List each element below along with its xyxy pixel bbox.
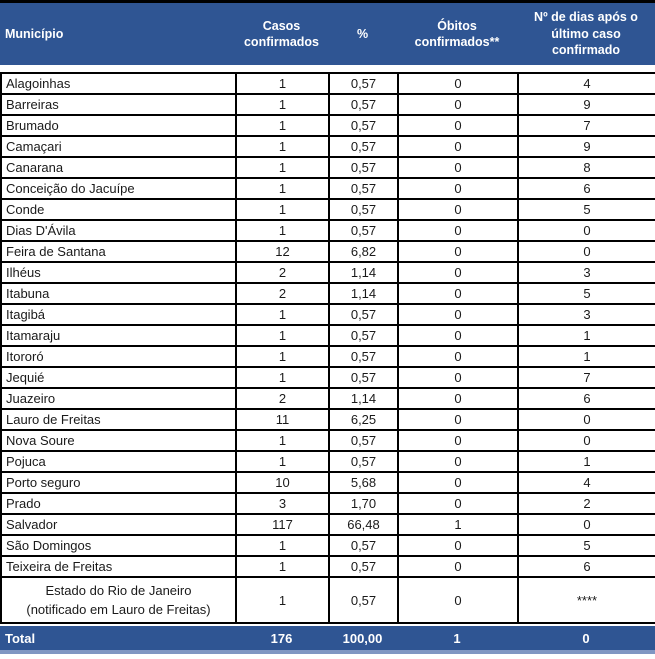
table-row	[1, 325, 655, 346]
cell-percent: 0,57	[329, 430, 398, 451]
cell-percent: 6,82	[329, 241, 398, 262]
cell-percent: 0,57	[329, 556, 398, 577]
total-underline	[0, 650, 655, 654]
cell-percent: 1,14	[329, 262, 398, 283]
cell-casos: 1	[236, 325, 329, 346]
cell-municipio: Pojuca	[1, 451, 236, 472]
cell-obitos: 0	[398, 409, 518, 430]
cell-obitos: 0	[398, 346, 518, 367]
cell-municipio: São Domingos	[1, 535, 236, 556]
cell-casos: 10	[236, 472, 329, 493]
cell-obitos: 0	[398, 136, 518, 157]
cell-casos: 1	[236, 115, 329, 136]
cell-municipio: Salvador	[1, 514, 236, 535]
cell-casos: 1	[236, 157, 329, 178]
cell-dias: 5	[518, 283, 655, 304]
table-row	[1, 115, 655, 136]
total-casos: 176	[270, 630, 293, 646]
cell-percent: 0,57	[329, 304, 398, 325]
cell-obitos: 0	[398, 283, 518, 304]
cell-municipio: Prado	[1, 493, 236, 514]
cell-casos: 1	[236, 556, 329, 577]
cell-percent: 5,68	[329, 472, 398, 493]
cell-dias: 3	[518, 262, 655, 283]
cell-dias: 1	[518, 451, 655, 472]
table-row	[1, 367, 655, 388]
total-label: Total	[5, 630, 36, 646]
cell-percent: 0,57	[329, 325, 398, 346]
column-header-municipio: Município	[5, 26, 64, 41]
table-row	[1, 178, 655, 199]
table-row	[1, 430, 655, 451]
cell-obitos: 0	[398, 430, 518, 451]
cell-dias: 0	[518, 409, 655, 430]
cell-dias: 1	[518, 346, 655, 367]
table-row	[1, 535, 655, 556]
cell-casos: 2	[236, 262, 329, 283]
cell-casos: 1	[236, 178, 329, 199]
cell-obitos: 0	[398, 94, 518, 115]
table-row	[1, 283, 655, 304]
cell-dias: 2	[518, 493, 655, 514]
table-row	[1, 304, 655, 325]
cell-dias: 9	[518, 136, 655, 157]
cell-dias: 5	[518, 535, 655, 556]
cell-casos: 2	[236, 283, 329, 304]
table-row	[1, 556, 655, 577]
municipio-line2: (notificado em Lauro de Freitas)	[26, 602, 211, 617]
cell-municipio: Camaçari	[1, 136, 236, 157]
cell-casos: 1	[236, 535, 329, 556]
cell-obitos: 0	[398, 493, 518, 514]
cell-obitos: 0	[398, 304, 518, 325]
cell-obitos: 0	[398, 535, 518, 556]
cell-municipio: Itamaraju	[1, 325, 236, 346]
cell-dias: 0	[518, 430, 655, 451]
cell-dias: 6	[518, 388, 655, 409]
cell-dias: 4	[518, 472, 655, 493]
table-row	[1, 157, 655, 178]
table-header-row	[0, 0, 655, 65]
cell-casos: 1	[236, 430, 329, 451]
cell-casos: 1	[236, 367, 329, 388]
cell-percent: 0,57	[329, 73, 398, 94]
total-obitos: 1	[453, 630, 461, 646]
cell-municipio: Jequié	[1, 367, 236, 388]
cell-obitos: 0	[398, 220, 518, 241]
cell-obitos: 0	[398, 178, 518, 199]
total-row	[0, 626, 655, 650]
table-row	[1, 94, 655, 115]
table-row	[1, 73, 655, 94]
cell-percent: 0,57	[329, 136, 398, 157]
table-row	[1, 493, 655, 514]
cell-obitos: 0	[398, 241, 518, 262]
cell-percent: 1,70	[329, 493, 398, 514]
cell-dias: 0	[518, 514, 655, 535]
cell-percent: 0,57	[329, 178, 398, 199]
cell-municipio: Feira de Santana	[1, 241, 236, 262]
cell-municipio: Barreiras	[1, 94, 236, 115]
cell-casos: 1	[236, 73, 329, 94]
table-row	[1, 220, 655, 241]
cell-percent: 0,57	[329, 367, 398, 388]
cell-percent: 1,14	[329, 388, 398, 409]
column-header-percent: %	[356, 26, 369, 41]
cell-obitos: 0	[398, 115, 518, 136]
cell-municipio: Juazeiro	[1, 388, 236, 409]
cell-percent: 0,57	[329, 199, 398, 220]
cell-dias: 4	[518, 73, 655, 94]
cell-percent: 0,57	[329, 577, 398, 623]
cell-dias: 1	[518, 325, 655, 346]
cell-percent: 0,57	[329, 535, 398, 556]
header-gap	[0, 65, 655, 72]
table-row	[1, 388, 655, 409]
cell-municipio: Conde	[1, 199, 236, 220]
table-row	[1, 136, 655, 157]
cell-casos: 3	[236, 493, 329, 514]
table-row	[1, 409, 655, 430]
cell-percent: 0,57	[329, 157, 398, 178]
municipality-data-table	[0, 72, 655, 624]
table-body	[1, 73, 655, 577]
cell-dias: 5	[518, 199, 655, 220]
cell-municipio: Lauro de Freitas	[1, 409, 236, 430]
column-header-casos-confirmados: Casos confirmados	[243, 18, 319, 49]
column-header-obitos-confirmados: Óbitos confirmados**	[414, 18, 500, 49]
cell-dias: ****	[518, 577, 655, 623]
cell-municipio: Teixeira de Freitas	[1, 556, 236, 577]
cell-municipio: Itabuna	[1, 283, 236, 304]
cell-municipio: Ilhéus	[1, 262, 236, 283]
cell-dias: 3	[518, 304, 655, 325]
cell-casos: 1	[236, 136, 329, 157]
cell-dias: 6	[518, 556, 655, 577]
cell-obitos: 0	[398, 451, 518, 472]
cell-casos: 2	[236, 388, 329, 409]
table-row	[1, 514, 655, 535]
table-row	[1, 346, 655, 367]
cell-dias: 6	[518, 178, 655, 199]
cell-municipio: Porto seguro	[1, 472, 236, 493]
cell-obitos: 0	[398, 157, 518, 178]
municipio-line1: Estado do Rio de Janeiro	[45, 583, 192, 598]
cell-casos: 1	[236, 304, 329, 325]
cell-obitos: 0	[398, 199, 518, 220]
cell-casos: 1	[236, 346, 329, 367]
cell-obitos: 0	[398, 472, 518, 493]
cell-obitos: 0	[398, 577, 518, 623]
cell-municipio: Brumado	[1, 115, 236, 136]
cell-municipio: Dias D'Ávila	[1, 220, 236, 241]
cell-percent: 0,57	[329, 220, 398, 241]
cell-municipio: Alagoinhas	[1, 73, 236, 94]
table-body-special	[1, 577, 655, 623]
cell-municipio: Conceição do Jacuípe	[1, 178, 236, 199]
table-row	[1, 472, 655, 493]
cell-dias: 9	[518, 94, 655, 115]
cell-casos: 11	[236, 409, 329, 430]
table-row	[1, 199, 655, 220]
cell-casos: 1	[236, 199, 329, 220]
cell-casos: 1	[236, 451, 329, 472]
cell-casos: 117	[236, 514, 329, 535]
table-row-estado-rio-de-janeiro	[1, 577, 655, 623]
cell-dias: 0	[518, 220, 655, 241]
cell-municipio: Itagibá	[1, 304, 236, 325]
cell-municipio	[1, 577, 236, 623]
cell-dias: 7	[518, 367, 655, 388]
cell-percent: 0,57	[329, 451, 398, 472]
cell-obitos: 0	[398, 556, 518, 577]
total-percent: 100,00	[342, 630, 383, 646]
table-row	[1, 241, 655, 262]
cell-obitos: 0	[398, 73, 518, 94]
total-dias: 0	[582, 630, 590, 646]
cell-percent: 66,48	[329, 514, 398, 535]
cell-dias: 8	[518, 157, 655, 178]
cell-casos: 1	[236, 577, 329, 623]
table-row	[1, 262, 655, 283]
cell-obitos: 0	[398, 325, 518, 346]
cell-obitos: 0	[398, 367, 518, 388]
cell-percent: 0,57	[329, 94, 398, 115]
cell-casos: 1	[236, 220, 329, 241]
cell-obitos: 0	[398, 262, 518, 283]
cell-municipio: Itororó	[1, 346, 236, 367]
cell-percent: 0,57	[329, 346, 398, 367]
cell-municipio: Canarana	[1, 157, 236, 178]
cell-percent: 1,14	[329, 283, 398, 304]
column-header-dias-apos-ultimo-caso: Nº de dias após o último caso confirmado	[534, 10, 638, 58]
cell-dias: 0	[518, 241, 655, 262]
cell-casos: 1	[236, 94, 329, 115]
cell-obitos: 1	[398, 514, 518, 535]
table-row	[1, 451, 655, 472]
cell-dias: 7	[518, 115, 655, 136]
cell-percent: 0,57	[329, 115, 398, 136]
cell-percent: 6,25	[329, 409, 398, 430]
cell-municipio: Nova Soure	[1, 430, 236, 451]
cell-obitos: 0	[398, 388, 518, 409]
cell-casos: 12	[236, 241, 329, 262]
